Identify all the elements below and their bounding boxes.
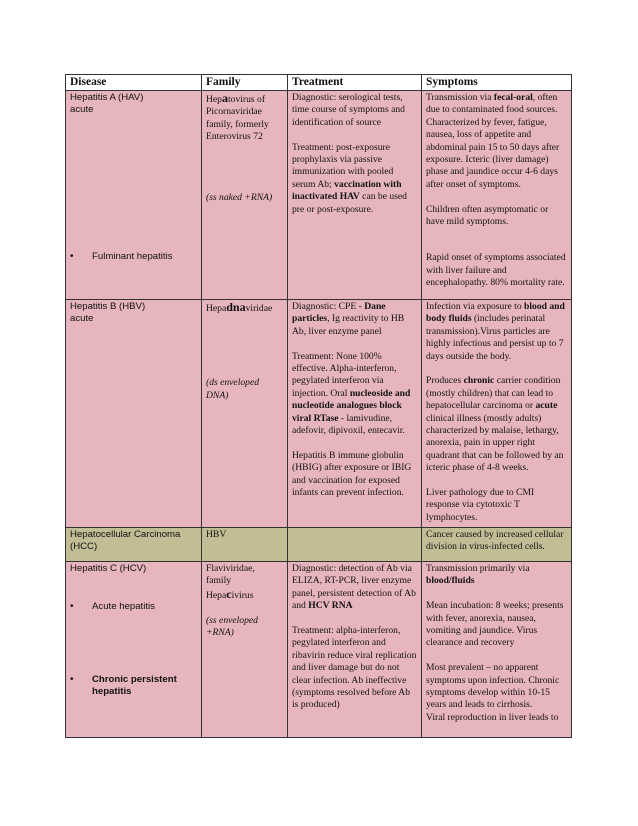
hcv-bullet-acute: • Acute hepatitis — [70, 601, 155, 613]
hav-family-line: Enterovirus 72 — [206, 131, 263, 143]
hcv-family-line: family — [206, 575, 232, 587]
hcv-disease-name: Hepatitis C (HCV) — [70, 563, 147, 574]
hbv-transmission: Infection via exposure to blood and body fluids (includes perinatal transmission).Virus particles are highly infectious and persist up to 7 days outside the body. — [426, 301, 565, 362]
header-family: Family — [202, 75, 288, 91]
hbv-family-cell — [202, 300, 288, 528]
hcv-incubation: Mean incubation: 8 weeks; presents with fever, anorexia, nausea, vomiting and jaundice. Virus clearance and recovery — [426, 600, 564, 649]
hav-disease-type: acute — [70, 104, 94, 116]
bullet-icon: • — [70, 673, 74, 685]
hbv-hbig: Hepatitis B immune globulin (HBIG) after exposure or IBIG and vaccination for exposed infants can prevent infection. — [292, 449, 412, 499]
header-disease: Disease — [66, 75, 202, 91]
hcv-family-genus: Hepacivirus — [206, 586, 254, 601]
hbv-disease-name: Hepatitis B (HBV) — [70, 301, 146, 312]
hbv-treatment-cell — [288, 300, 422, 528]
hbv-disease-type: acute — [70, 313, 94, 325]
hav-fulminant-note: Rapid onset of symptoms associated with liver failure and encephalopathy. 80% mortality rate. — [426, 252, 566, 289]
hav-bullet-fulminant: • Fulminant hepatitis — [70, 250, 173, 262]
table-row-hbv — [66, 300, 572, 528]
hcv-reproduction: Viral reproduction in liver leads to — [426, 711, 559, 723]
hav-family-cell — [202, 91, 288, 300]
hav-diagnostic: Diagnostic: serological tests, time course of symptoms and identification of source — [292, 92, 405, 128]
hcv-symptoms-cell — [422, 562, 572, 738]
hcc-disease-abbr: (HCC) — [70, 541, 98, 553]
hcc-disease-name: Hepatocellular Carcinoma — [70, 529, 181, 540]
hbv-family-note: (ds enveloped DNA) — [206, 377, 260, 401]
hbv-pathology: Liver pathology due to CMI response via cytotoxic T lymphocytes. — [426, 487, 535, 523]
hcv-diagnostic: Diagnostic: detection of Ab via ELIZA, RT-PCR, liver enzyme panel, persistent detection of Ab and HCV RNA — [292, 563, 416, 612]
table-row-hcc — [66, 528, 572, 562]
hav-children-note: Children often asymptomatic or have mild symptoms. — [426, 203, 549, 228]
hbv-treatment: Treatment: None 100% effective. Alpha-interferon, pegylated interferon via injection. Oral nucleoside and nucleotide analogues block viral RTase - lamivudine, adefovir, dipivoxil, entecavir. — [292, 350, 411, 437]
hav-disease-name: Hepatitis A (HAV) — [70, 92, 144, 103]
hbv-disease-cell — [66, 300, 202, 528]
hcc-family-cell: HBV — [202, 528, 288, 562]
hbv-symptoms-cell — [422, 300, 572, 528]
hcv-family-cell — [202, 562, 288, 738]
bullet-icon: • — [70, 601, 74, 613]
hav-treatment-cell — [288, 91, 422, 300]
hav-transmission: Transmission via fecal-oral, often due to contaminated food sources. Characterized by fever, fatigue, nausea, loss of appetite and abdominal pain 15 to 50 days after exposure. Icteric (liver damage) phase and jaundice occur 4-6 days after onset of symptoms. — [426, 92, 560, 190]
hcv-treatment: Treatment: alpha-interferon, pegylated interferon and ribavirin reduce viral replication and liver damage but do not clear infection. Ab ineffective (symptoms resolved before Ab is produced) — [292, 625, 417, 711]
hav-treatment: Treatment: post-exposure prophylaxis via passive immunization with pooled serum Ab; vaccination with inactivated HAV can be used pre or post-exposure. — [292, 141, 407, 215]
virus-table — [65, 74, 572, 738]
bullet-icon: • — [70, 250, 74, 262]
header-row — [66, 75, 572, 91]
hav-family-line: family, formerly — [206, 118, 269, 130]
hbv-chronic: Produces chronic carrier condition (mostly children) that can lead to hepatocellular carcinoma or acute clinical illness (mostly adults) characterized by malaise, lethargy, anorexia, pain in upper right quadrant that can be followed by an icteric phase of 4-8 weeks. — [426, 375, 564, 474]
table-row-hav — [66, 91, 572, 300]
hcc-treatment-cell — [288, 528, 422, 562]
hav-family-genus: Hepatovirus of — [206, 91, 266, 105]
header-symptoms: Symptoms — [422, 75, 572, 91]
hav-symptoms-cell — [422, 91, 572, 300]
hav-family-line: Picornaviridae — [206, 106, 262, 118]
hcv-transmission: Transmission primarily via blood/fluids — [426, 563, 530, 587]
hbv-diagnostic: Diagnostic: CPE - Dane particles, Ig reactivity to HB Ab, liver enzyme panel — [292, 301, 405, 337]
hcv-family-note: (ss enveloped +RNA) — [206, 614, 258, 639]
hcc-symptoms-cell: Cancer caused by increased cellular division in virus-infected cells. — [422, 528, 572, 562]
hcv-prevalent: Most prevalent – no apparent symptoms upon infection. Chronic symptoms develop within 10-15 years and leads to cirrhosis. — [426, 662, 560, 711]
hav-family-note: (ss naked +RNA) — [206, 191, 273, 203]
hcv-treatment-cell — [288, 562, 422, 738]
hcc-disease-cell — [66, 528, 202, 562]
hav-disease-cell — [66, 91, 202, 300]
table-row-hcv — [66, 562, 572, 738]
hcv-family-line: Flaviviridae, — [206, 563, 255, 574]
hcv-bullet-chronic: • Chronic persistent hepatitis — [70, 673, 177, 698]
header-treatment: Treatment — [288, 75, 422, 91]
hcv-disease-cell — [66, 562, 202, 738]
hbv-family-genus: Hepadnaviridae — [206, 300, 273, 314]
